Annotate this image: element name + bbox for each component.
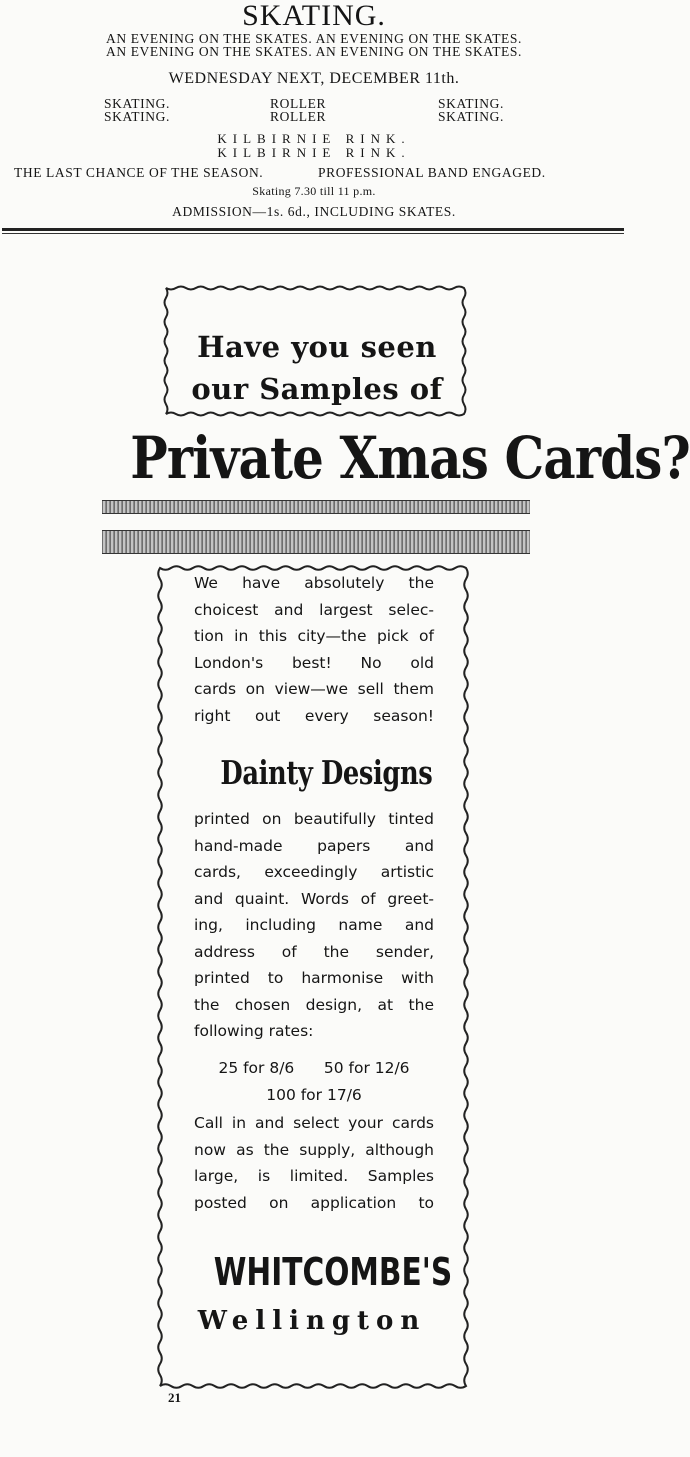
rates-line-1: 25 for 8/6 50 for 12/6: [218, 1059, 410, 1077]
divider-rule-thin: [2, 233, 624, 234]
dainty-designs-heading: Dainty Designs: [220, 753, 433, 792]
intro-line: London's best! No old: [194, 653, 434, 672]
detail-line: hand-made papers and: [194, 836, 434, 855]
rink-name-1: KILBIRNIE RINK.: [217, 131, 411, 146]
last-chance: THE LAST CHANCE OF THE SEASON.: [14, 165, 264, 180]
skating-left-2: SKATING.: [104, 109, 170, 124]
headline-our-samples: our Samples of: [191, 372, 443, 406]
evening-line-2: AN EVENING ON THE SKATES. AN EVENING ON THE SKATES.: [106, 44, 522, 59]
roller-1: ROLLER: [270, 96, 327, 111]
detail-line: ing, including name and: [194, 916, 434, 934]
band-engaged: PROFESSIONAL BAND ENGAGED.: [318, 165, 546, 180]
closing-line: Call in and select your cards: [194, 1114, 434, 1132]
rates-line-2: 100 for 17/6: [266, 1086, 362, 1104]
event-date: WEDNESDAY NEXT, DECEMBER 11th.: [168, 70, 460, 87]
intro-line: choicest and largest selec-: [194, 600, 434, 619]
intro-paragraph: [194, 570, 434, 729]
closing-line: posted on application to: [194, 1193, 434, 1212]
closing-line: large, is limited. Samples: [194, 1167, 434, 1185]
intro-line: We have absolutely the: [194, 574, 434, 592]
admission: ADMISSION—1s. 6d., INCLUDING SKATES.: [172, 204, 456, 219]
rink-name-2: KILBIRNIE RINK.: [217, 145, 411, 160]
detail-line: the chosen design, at the: [194, 995, 434, 1014]
intro-line: cards on view—we sell them: [194, 680, 434, 698]
main-heading: Private Xmas Cards?: [130, 424, 690, 492]
divider-rule: [2, 228, 624, 231]
intro-line: right out every season!: [194, 706, 434, 725]
skating-right-1: SKATING.: [438, 96, 504, 111]
detail-line: following rates:: [194, 1022, 314, 1040]
closing-paragraph: [194, 1110, 434, 1216]
closing-line: now as the supply, although: [194, 1140, 434, 1159]
evening-line-1: AN EVENING ON THE SKATES. AN EVENING ON THE SKATES.: [106, 31, 522, 46]
skating-right-2: SKATING.: [438, 109, 504, 124]
detail-line: and quaint. Words of greet-: [194, 889, 434, 908]
detail-line: cards, exceedingly artistic: [194, 863, 434, 881]
roller-2: ROLLER: [270, 109, 327, 124]
detail-paragraph: [194, 806, 434, 1045]
skating-title: SKATING.: [242, 0, 386, 32]
detail-line: printed to harmonise with: [194, 969, 434, 987]
headline-have-you-seen: Have you seen: [197, 330, 437, 364]
skating-left-1: SKATING.: [104, 96, 170, 111]
detail-line: address of the sender,: [194, 942, 434, 961]
intro-line: tion in this city—the pick of: [194, 627, 434, 645]
detail-line: printed on beautifully tinted: [194, 810, 434, 828]
firm-name: WHITCOMBE'S: [213, 1250, 453, 1294]
page-number: 21: [168, 1390, 181, 1405]
skating-hours: Skating 7.30 till 11 p.m.: [252, 184, 376, 198]
halftone-band-top: [102, 500, 530, 514]
firm-city: Wellington: [197, 1306, 427, 1336]
halftone-band-bottom: [102, 530, 530, 554]
